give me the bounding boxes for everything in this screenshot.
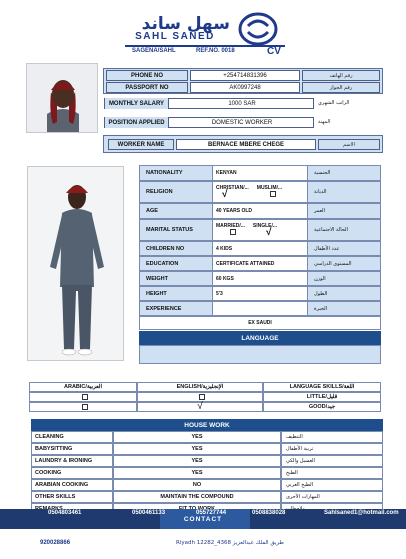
height-label-ar: الطول [307,286,381,301]
portrait-photo [26,63,98,133]
housework-value: YES [113,443,281,455]
reference-number: REF.NO. 0018 [196,48,235,54]
table-row [31,479,383,491]
education-value: CERTIFICATE ATTAINED [213,256,307,271]
housework-label-ar: تربية الأطفال [281,443,383,455]
housework-label-ar: الطبخ [281,467,383,479]
worker-name-label-ar: الاسم [318,139,380,150]
housework-value: YES [113,431,281,443]
table-row [31,455,383,467]
contact-info-box [103,68,383,94]
housework-label: ARABIAN COOKING [31,479,113,491]
experience-label: EXPERIENCE [139,301,213,316]
marital-options [213,219,307,241]
housework-label: COOKING [31,467,113,479]
marital-checkbox-married[interactable] [230,229,236,235]
table-row [139,181,381,203]
education-label-ar: المستوى الدراسي [307,256,381,271]
contact-title: CONTACT [183,516,223,523]
religion-options [213,181,307,203]
marital-status-label: MARITAL STATUS [139,219,213,241]
weight-label-ar: الوزن [307,271,381,286]
worker-name-box [103,135,383,153]
language-skills-label: LANGUAGE SKILLS/اللغة [263,382,381,392]
position-label: POSITION APPLIED [105,117,169,128]
company-logo-icon [238,12,278,46]
language-section-panel [139,345,381,364]
footer-phone-3[interactable]: 055727744 [196,510,227,516]
cv-title: CV [267,46,281,57]
housework-value: NO [113,479,281,491]
position-label-ar: المهنة [318,119,331,125]
children-value: 4 KIDS [213,241,307,256]
passport-label-ar: رقم الجواز [302,82,380,93]
salary-value: 1000 SAR [228,100,256,107]
marital-option-married: MARRIED/... [216,223,245,229]
table-row [139,219,381,241]
table-row [29,382,381,392]
table-row [139,256,381,271]
nationality-value: KENYAN [213,165,307,181]
height-label: HEIGHT [139,286,213,301]
footer-address: Riyadh 12282_4368 طريق الملك عبدالعزيز [176,540,284,546]
table-row [139,241,381,256]
salary-label: MONTHLY SALARY [105,98,169,109]
housework-label: CLEANING [31,431,113,443]
footer-phone-1[interactable]: 0504803461 [48,510,82,516]
table-row [29,392,381,402]
table-row [29,402,381,412]
housework-label: OTHER SKILLS [31,491,113,503]
weight-label: WEIGHT [139,271,213,286]
housework-label-ar: التنظيف [281,431,383,443]
position-row [104,117,314,128]
children-label: CHILDREN NO [139,241,213,256]
table-row [139,165,381,181]
portrait-figure-icon [27,64,98,133]
salary-row [104,98,314,109]
experience-value [213,301,307,316]
housework-value: MAINTAIN THE COMPOUND [113,491,281,503]
language-section-title: LANGUAGE [139,331,381,345]
nationality-label: NATIONALITY [139,165,213,181]
age-value: 40 YEARS OLD [213,203,307,219]
religion-label: RELIGION [139,181,213,203]
phone-label-ar: رقم الهاتف [302,70,380,81]
housework-label-ar: الطبخ العربي [281,479,383,491]
footer-hotline[interactable]: 920028866 [40,540,71,546]
table-row [139,203,381,219]
experience-label-ar: الخبرة [307,301,381,316]
table-row [31,467,383,479]
religion-option-muslim: MUSLIM/... [256,185,283,191]
brand-english-name: SAHL SANED [135,31,215,42]
full-body-figure-icon [28,167,124,361]
good-label: GOOD/جيد [263,402,381,412]
height-value: 5'3 [213,286,307,301]
religion-check-mark: √ [222,189,228,200]
religion-label-ar: الديانة [307,181,381,203]
english-label: ENGLISH/الإنجليزية [137,382,263,392]
arabic-good-checkbox[interactable] [82,404,88,410]
arabic-little-checkbox[interactable] [82,394,88,400]
nationality-label-ar: الجنسية [307,165,381,181]
phone-label: PHONE NO [106,70,188,81]
worker-name-value: BERNACE MBERE CHEGE [176,139,316,150]
full-body-photo [27,166,124,361]
footer-email[interactable]: Sahlsaned1@hotmail.com [324,510,399,516]
table-row [31,443,383,455]
agency-code: SAGENA/SAHL [132,48,176,54]
age-label: AGE [139,203,213,219]
children-label-ar: عدد الأطفال [307,241,381,256]
arabic-label: ARABIC/العربية [29,382,137,392]
weight-value: 60 KGS [213,271,307,286]
position-value: DOMESTIC WORKER [211,119,273,126]
table-row [139,316,381,330]
table-row [139,301,381,316]
marital-option-single: SINGLE/... [252,223,278,229]
footer-phone-4[interactable]: 0508838028 [252,510,286,516]
english-little-checkbox[interactable] [199,394,205,400]
table-row [139,271,381,286]
house-work-title: HOUSE WORK [31,419,383,431]
table-row [31,491,383,503]
footer-phone-2[interactable]: 0500461133 [132,510,166,516]
housework-label: BABYSITTING [31,443,113,455]
housework-label: LAUNDRY & IRONING [31,455,113,467]
table-row [31,431,383,443]
brand-arabic-name: سهل ساند [141,14,230,34]
salary-label-ar: الراتب الشهري [318,100,350,106]
religion-checkbox-muslim[interactable] [270,191,276,197]
religion-option-christian: CHRISTIAN/... [216,185,249,191]
phone-value: +254714831396 [190,70,300,81]
housework-value: YES [113,455,281,467]
worker-name-label: WORKER NAME [108,139,174,150]
marital-status-label-ar: الحالة الاجتماعية [307,219,381,241]
table-row [139,286,381,301]
age-label-ar: العمر [307,203,381,219]
marital-check-mark: √ [266,227,272,238]
passport-label: PASSPORT NO [106,82,188,93]
english-good-check-mark: √ [197,401,203,412]
little-label: LITTLE/قليل [263,392,381,402]
housework-label-ar: الغسيل والكي [281,455,383,467]
education-label: EDUCATION [139,256,213,271]
housework-label-ar: المهارات الأخرى [281,491,383,503]
passport-value: AK0997248 [190,82,300,93]
header-divider [125,45,285,47]
experience-detail: EX SAUDI [248,320,272,326]
housework-value: YES [113,467,281,479]
